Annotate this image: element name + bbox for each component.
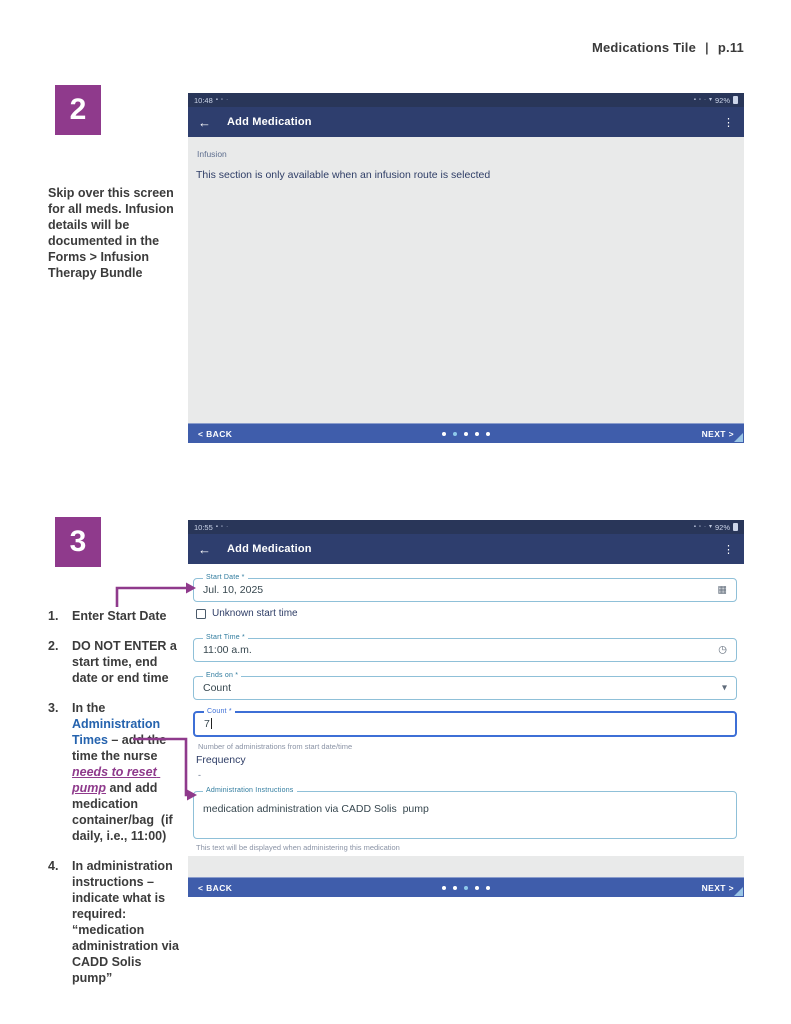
page-dot [442, 886, 446, 890]
list-item-number: 2. [48, 639, 59, 653]
content-gap [188, 856, 744, 877]
alarm-icon: ▪ [693, 524, 696, 530]
next-button[interactable]: NEXT > [701, 882, 734, 893]
step-2-number: 2 [69, 93, 87, 126]
alarm-icon: ▪ [693, 97, 696, 103]
corner-accent-icon [734, 433, 743, 442]
step-2-badge [55, 85, 101, 135]
administration-times-emphasis: Administration Times [72, 717, 164, 747]
field-label: Start Date * [203, 574, 248, 581]
page-dot [475, 886, 479, 890]
ends-on-select[interactable] [193, 672, 737, 700]
field-label: Administration Instructions [203, 787, 297, 794]
page-dot-active [453, 432, 457, 436]
notification-icon: ▪ [215, 524, 218, 530]
step-3-number: 3 [69, 525, 87, 558]
list-item-text [72, 638, 184, 686]
field-value [204, 718, 212, 730]
step-3-badge [55, 517, 101, 567]
signal-icon: ▾ [708, 97, 712, 103]
notification-icon: · [226, 97, 229, 103]
frequency-value: - [198, 770, 201, 780]
wizard-nav-bar [188, 877, 744, 897]
count-value: 7 [204, 718, 210, 730]
clock-icon[interactable]: ◷ [718, 644, 727, 656]
page-dot [442, 432, 446, 436]
start-date-field[interactable] [193, 574, 737, 602]
section-label: Infusion [197, 149, 227, 159]
back-button[interactable]: < BACK [198, 428, 233, 439]
field-label: Count * [204, 708, 235, 715]
frequency-heading: Frequency [196, 754, 246, 766]
battery-icon [733, 523, 738, 531]
notification-icon: ▪ [215, 97, 218, 103]
field-value: Jul. 10, 2025 [203, 584, 264, 596]
next-button[interactable]: NEXT > [701, 428, 734, 439]
wizard-nav-bar [188, 423, 744, 443]
field-value: medication administration via CADD Solis pump [203, 803, 429, 815]
app-bar [188, 534, 744, 564]
unknown-start-time-checkbox[interactable] [196, 608, 298, 619]
count-field[interactable] [193, 708, 737, 737]
count-helper-text: Number of administrations from start date/time [198, 742, 353, 751]
back-button[interactable]: < BACK [198, 882, 233, 893]
page-indicator [442, 886, 490, 890]
status-bar [188, 93, 744, 107]
administration-instructions-field[interactable] [193, 787, 737, 839]
back-arrow-icon[interactable]: ← [198, 114, 211, 130]
page-title [592, 40, 744, 55]
list-item [48, 858, 188, 986]
page-dot [486, 886, 490, 890]
checkbox-icon[interactable] [196, 609, 206, 619]
screenshot-add-medication-schedule [188, 520, 744, 898]
field-label: Ends on * [203, 672, 241, 679]
clock-time: 10:55 [194, 522, 213, 532]
mute-icon: ▫ [698, 524, 701, 530]
list-item-number: 3. [48, 701, 59, 715]
needs-to-reset-pump-emphasis: needs to reset pump [72, 765, 161, 795]
header-separator: | [705, 40, 709, 55]
field-label: Start Time * [203, 634, 248, 641]
overflow-menu-icon[interactable]: ⋮ [723, 543, 734, 556]
corner-accent-icon [734, 887, 743, 896]
admin-instructions-helper-text: This text will be displayed when administering this medication [196, 843, 400, 852]
list-item [48, 608, 188, 624]
text-segment: In the [72, 701, 109, 715]
step-2-note: Skip over this screen for all meds. Infusion details will be documented in the Forms > Infusion Therapy Bundle [48, 186, 174, 280]
back-arrow-icon[interactable]: ← [198, 541, 211, 557]
text-segment: In administration instructions – indicate what is required: “medication administration via CADD Solis pump” [72, 859, 183, 985]
page-dot-active [464, 886, 468, 890]
app-bar-title: Add Medication [227, 543, 312, 555]
field-value: Count [203, 682, 232, 694]
text-segment: Enter Start Date [72, 609, 167, 623]
start-time-field[interactable] [193, 634, 737, 662]
clock-time: 10:48 [194, 95, 213, 105]
screenshot-add-medication-infusion [188, 93, 744, 443]
header-title: Medications Tile [591, 40, 697, 55]
calendar-icon[interactable]: ▦ [717, 584, 727, 596]
field-value: 11:00 a.m. [203, 644, 252, 656]
text-cursor [211, 718, 212, 729]
app-bar [188, 107, 744, 137]
step-3-instructions-list [48, 608, 188, 1000]
page-dot [453, 886, 457, 890]
list-item-text [72, 608, 184, 624]
mute-icon: ▫ [698, 97, 701, 103]
schedule-form-panel [188, 564, 744, 856]
text-segment: and add medication container/bag (if daily, i.e., 11:00) [72, 781, 177, 843]
list-item-text [72, 858, 184, 986]
signal-icon: ▾ [708, 524, 712, 530]
checkbox-label: Unknown start time [212, 608, 298, 619]
list-item-number: 4. [48, 859, 59, 873]
battery-percent: 92% [714, 522, 730, 532]
status-bar [188, 520, 744, 534]
page-dot [464, 432, 468, 436]
notification-icon: ▫ [220, 524, 224, 530]
list-item-text [72, 700, 184, 844]
text-segment: – add the time the nurse [72, 733, 170, 763]
notification-icon: · [226, 524, 229, 530]
page-dot [475, 432, 479, 436]
page-indicator [442, 432, 490, 436]
location-icon: · [703, 97, 706, 103]
infusion-section-panel [188, 137, 744, 423]
battery-percent: 92% [714, 95, 730, 105]
battery-icon [733, 96, 738, 104]
list-item [48, 638, 188, 686]
list-item-number: 1. [48, 609, 59, 623]
location-icon: · [703, 524, 706, 530]
text-segment: DO NOT ENTER a start time, end date or end time [72, 639, 181, 685]
overflow-menu-icon[interactable]: ⋮ [723, 116, 734, 129]
app-bar-title: Add Medication [227, 116, 312, 128]
header-page-number: p.11 [717, 40, 744, 55]
list-item [48, 700, 188, 844]
chevron-down-icon[interactable]: ▾ [721, 682, 727, 694]
section-body-text: This section is only available when an infusion route is selected [196, 169, 491, 181]
arrow-to-start-date [117, 588, 186, 607]
notification-icon: ▫ [220, 97, 224, 103]
page-dot [486, 432, 490, 436]
